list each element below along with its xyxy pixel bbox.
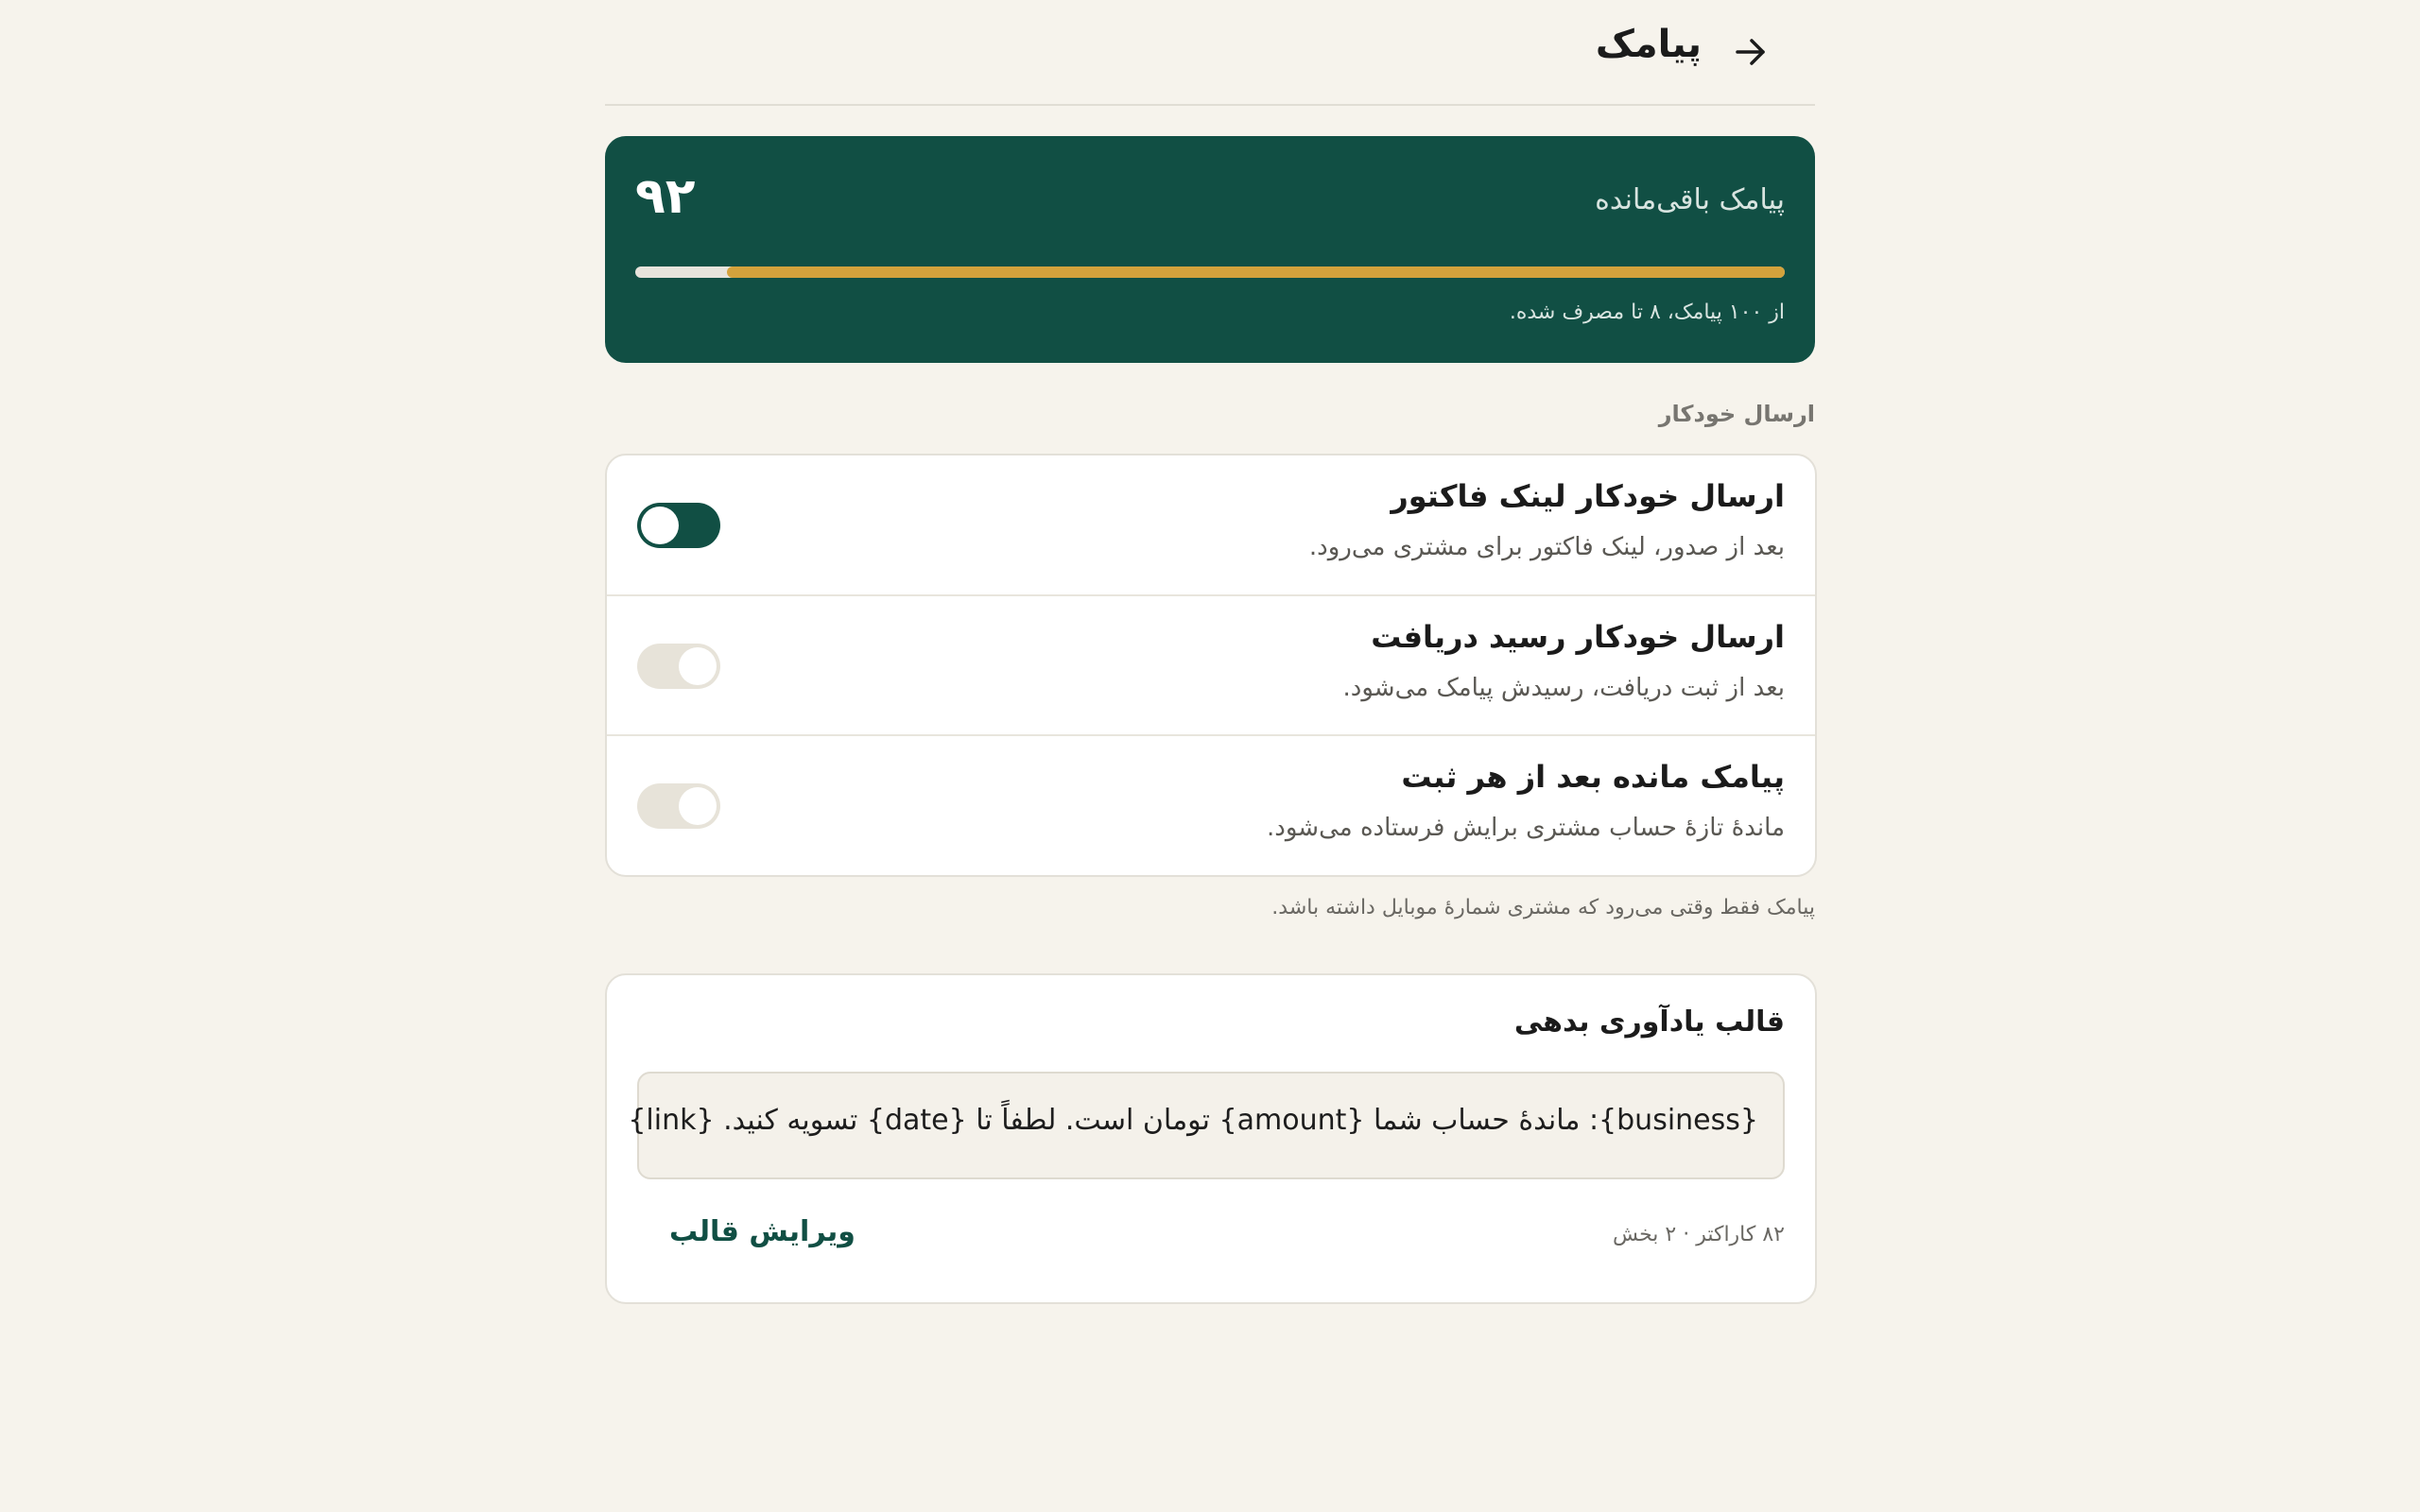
sms-balance-card [605, 136, 1815, 363]
balance-label: پیامک باقی‌مانده [1595, 183, 1785, 216]
setting-description: بعد از صدور، لینک فاکتور برای مشتری می‌رود. [1308, 533, 1785, 561]
setting-description: بعد از ثبت دریافت، رسیدش پیامک می‌شود. [1342, 674, 1785, 702]
usage-note: از ۱۰۰ پیامک، ۸ تا مصرف شده. [1509, 301, 1785, 324]
toggle-knob [641, 507, 679, 544]
invoice-link-toggle[interactable] [637, 503, 720, 548]
toggle-knob [679, 787, 717, 825]
setting-title: پیامک مانده بعد از هر ثبت [1401, 759, 1785, 795]
setting-title: ارسال خودکار رسید دریافت [1371, 619, 1785, 655]
back-button[interactable] [1724, 28, 1777, 76]
setting-title: ارسال خودکار لینک فاکتور [1391, 478, 1785, 514]
template-body: {business}: ماندهٔ حساب شما {amount} تومان است. لطفاً تا {date} تسویه کنید. {link} [628, 1104, 1758, 1137]
setting-description: ماندهٔ تازهٔ حساب مشتری برایش فرستاده می‌شود. [1267, 814, 1785, 842]
sms-settings-page [605, 0, 1815, 1248]
template-title: قالب یادآوری بدهی [1513, 1005, 1785, 1039]
setting-row-invoice-link [607, 455, 1815, 594]
remaining-count: ۹۲ [635, 168, 696, 225]
page-title: پیامک [1595, 23, 1702, 66]
auto-send-section-title: ارسال خودکار [1658, 401, 1815, 427]
template-preview-box [628, 1072, 1785, 1179]
arrow-right-icon [1732, 33, 1770, 71]
edit-template-button[interactable]: ویرایش قالب [669, 1215, 856, 1248]
mobile-required-note: پیامک فقط وقتی می‌رود که مشتری شمارهٔ موبایل داشته باشد. [1271, 896, 1815, 919]
page-header [605, 0, 1815, 106]
toggle-knob [679, 647, 717, 685]
character-count: ۸۲ کاراکتر · ۲ بخش [1613, 1223, 1785, 1246]
usage-progress-bar [635, 266, 1785, 278]
balance-after-entry-toggle[interactable] [637, 783, 720, 829]
setting-row-balance-after-entry [607, 734, 1815, 875]
setting-row-receipt [607, 594, 1815, 735]
auto-send-settings-card [605, 454, 1817, 877]
debt-reminder-template-card [605, 973, 1817, 1304]
usage-progress-fill [727, 266, 1785, 278]
receipt-toggle[interactable] [637, 644, 720, 689]
